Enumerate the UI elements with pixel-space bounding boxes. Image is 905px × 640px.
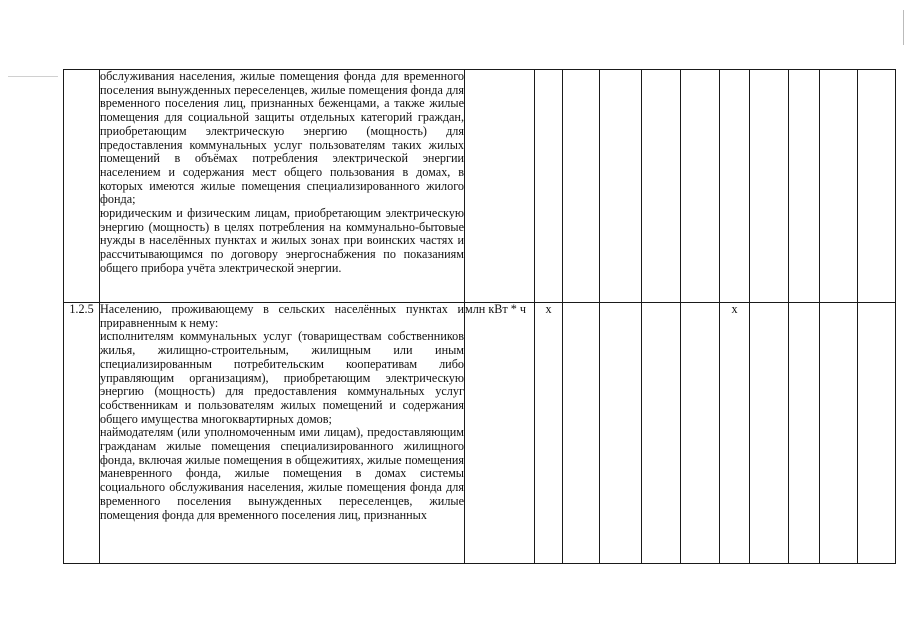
- value-cell: [642, 70, 681, 303]
- value-cell: [681, 70, 720, 303]
- value-cell: [563, 303, 600, 564]
- row-description: [100, 303, 465, 564]
- unit-cell: млн кВт * ч: [465, 303, 535, 564]
- row-description: [100, 70, 465, 303]
- value-cell: [858, 303, 896, 564]
- value-cell: [858, 70, 896, 303]
- tariff-table: [63, 69, 896, 564]
- value-cell: [820, 70, 858, 303]
- description-paragraph: исполнителям коммунальных услуг (товариществам собственников жилья, жилищно-строительным, жилищным или иным специализированным потребительским кооперативам либо управляющим организациям), приобретающим электрическую энергию (мощность) для предоставления коммунальных услуг собственникам и пользователям жилых помещений и содержания общего имущества многоквартирных домов;: [100, 329, 464, 426]
- scan-artifact: [903, 10, 904, 45]
- value-cell: [600, 70, 642, 303]
- value-cell: [642, 303, 681, 564]
- scan-artifact: [8, 76, 58, 77]
- row-number: [64, 70, 100, 303]
- value-cell: [750, 70, 789, 303]
- table-row: [64, 70, 896, 303]
- value-cell: [750, 303, 789, 564]
- row-number: 1.2.5: [64, 303, 100, 564]
- value-cell: [789, 70, 820, 303]
- table-row: [64, 303, 896, 564]
- value-cell: x: [535, 303, 563, 564]
- value-cell: [681, 303, 720, 564]
- value-cell: [563, 70, 600, 303]
- value-cell: [789, 303, 820, 564]
- value-cell: [720, 70, 750, 303]
- description-paragraph: обслуживания населения, жилые помещения фонда для временного поселения вынужденных переселенцев, жилые помещения фонда для временного поселения лиц, признанных беженцами, а также жилые помещения для социальной защиты отдельных категорий граждан, приобретающим электрическую энергию (мощность) для предоставления коммунальных услуг пользователям таких жилых помещений в объёмах потребления электрической энергии населением и содержания мест общего пользования в домах, в которых имеются жилые помещения специализированного жилого фонда;: [100, 69, 464, 207]
- description-paragraph: юридическим и физическим лицам, приобретающим электрическую энергию (мощность) в целях потребления на коммунально-бытовые нужды в населённых пунктах и жилых зонах при воинских частях и рассчитывающимся по договору энергоснабжения по показаниям общего прибора учёта электрической энергии.: [100, 206, 464, 275]
- value-cell: x: [720, 303, 750, 564]
- value-cell: [535, 70, 563, 303]
- description-paragraph: Населению, проживающему в сельских населённых пунктах и приравненным к нему:: [100, 302, 464, 330]
- unit-cell: [465, 70, 535, 303]
- description-paragraph: наймодателям (или уполномоченным ими лицам), предоставляющим гражданам жилые помещения специализированного жилищного фонда, включая жилые помещения в общежитиях, жилые помещения маневренного фонда, жилые помещения в домах системы социального обслуживания населения, жилые помещения фонда для временного поселения вынужденных переселенцев, жилые помещения фонда для временного поселения лиц, признанных: [100, 425, 464, 522]
- value-cell: [600, 303, 642, 564]
- value-cell: [820, 303, 858, 564]
